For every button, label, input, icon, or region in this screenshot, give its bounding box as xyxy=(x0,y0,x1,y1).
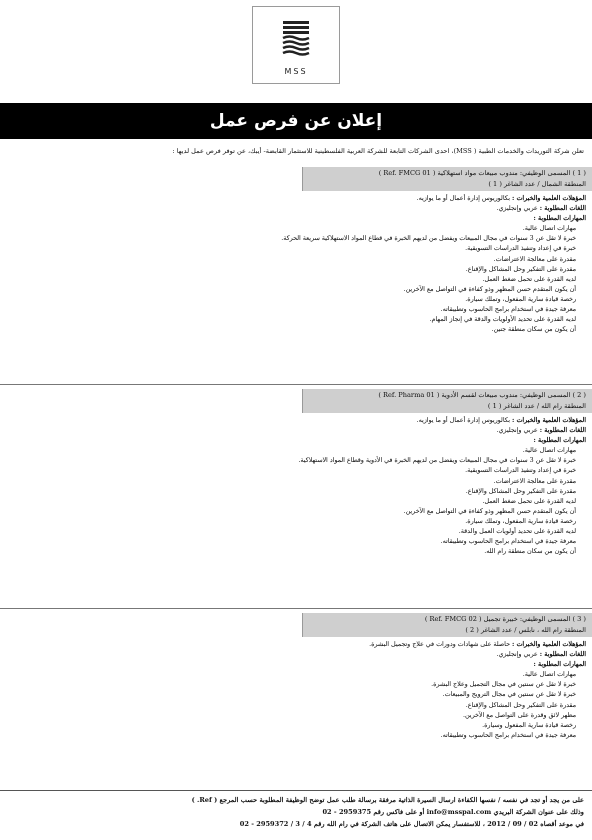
job-3-region: المنطقة رام الله ، نابلس / عدد الشاغر ( 2 ) xyxy=(465,626,586,634)
skill-item: ● مقدرة على التفكير وحل المشاكل والإقناع. xyxy=(26,487,576,497)
job-3-details xyxy=(26,640,586,741)
skill-item: ● معرفة جيدة في استخدام برامج الحاسوب وتطبيقاته. xyxy=(26,731,576,741)
logo-text: MSS xyxy=(284,67,308,76)
skill-item: ● مقدرة على التفكير وحل المشاكل والإقناع. xyxy=(26,265,576,275)
skill-item: ● رخصة قيادة سارية المفعول، وتملك سيارة. xyxy=(26,517,576,527)
job-3-skills-list xyxy=(26,670,586,741)
skill-item: ● مهارات اتصال عالية. xyxy=(26,446,576,456)
waves-icon xyxy=(253,7,339,67)
skill-item: ● لديه القدرة على تحديد أولويات العمل والدقة. xyxy=(26,527,576,537)
application-instructions xyxy=(0,790,592,840)
skill-item: ● خبرة في إعداد وتنفيذ الدراسات التسويقية. xyxy=(26,244,576,254)
job-1-details xyxy=(26,194,586,335)
job-1-skills-label: المهارات المطلوبة : xyxy=(533,215,586,223)
job-2-header xyxy=(302,389,592,413)
skill-item: ● خبرة في إعداد وتنفيذ الدراسات التسويقية. xyxy=(26,466,576,476)
section-divider xyxy=(0,608,592,609)
skill-item: ● مهارات اتصال عالية. xyxy=(26,224,576,234)
job-2-title: ( 2 ) المسمى الوظيفي: مندوب مبيعات لقسم الأدوية ( Ref. Pharma 01 ) xyxy=(378,391,586,399)
skill-item: ● خبرة لا تقل عن سنتين في مجال الترويج والمبيعات. xyxy=(26,690,576,700)
skill-item: ● مهارات اتصال عالية. xyxy=(26,670,576,680)
skill-item: ● مقدرة على التفكير وحل المشاكل والإقناع. xyxy=(26,701,576,711)
job-1-header xyxy=(302,167,592,191)
skill-item: ● أن يكون المتقدم حسن المظهر وذو كفاءة في التواصل مع الآخرين. xyxy=(26,285,576,295)
job-1-region: المنطقة الشمال / عدد الشاغر ( 1 ) xyxy=(488,180,586,188)
skill-item: ● أن يكون من سكان منطقة رام الله. xyxy=(26,547,576,557)
job-2-region: المنطقة رام الله / عدد الشاغر ( 1 ) xyxy=(487,402,586,410)
job-3-qualifications: المؤهلات العلمية والخبرات : حاصلة على شهادات ودورات في علاج وتجميل البشرة. xyxy=(369,641,586,648)
job-3-languages: اللغات المطلوبة : عربي وإنجليزي. xyxy=(496,651,586,659)
job-3-title: ( 3 ) المسمى الوظيفي: خبيرة تجميل ( Ref. FMCG 02 ) xyxy=(424,615,586,623)
section-divider xyxy=(0,384,592,385)
skill-item: ● أن يكون المتقدم حسن المظهر وذو كفاءة في التواصل مع الآخرين. xyxy=(26,507,576,517)
skill-item: ● مقدرة على معالجة الاعتراضات. xyxy=(26,255,576,265)
job-1-qualifications: المؤهلات العلمية والخبرات : بكالوريوس إدارة أعمال أو ما يوازيه. xyxy=(416,195,586,202)
skill-item: ● رخصة قيادة سارية المفعول وسيارة. xyxy=(26,721,576,731)
skill-item: ● لديه القدرة على تحمل ضغط العمل. xyxy=(26,275,576,285)
skill-item: ● معرفة جيدة في استخدام برامج الحاسوب وتطبيقاته. xyxy=(26,305,576,315)
skill-item: ● مقدرة على معالجة الاعتراضات. xyxy=(26,477,576,487)
skill-item: ● أن يكون من سكان منطقة جنين. xyxy=(26,325,576,335)
skill-item: ● لديه القدرة على تحمل ضغط العمل. xyxy=(26,497,576,507)
footer-line-1: على من يجد أو تجد في نفسه / نفسها الكفاءة ارسال السيرة الذاتية مرفقة برسالة طلب عمل توضح الوظيفة المطلوبة حسب المرجع ( Ref. ) xyxy=(191,796,584,804)
job-2-skills-list xyxy=(26,446,586,557)
skill-item: ● مظهر لائق وقدرة على التواصل مع الآخرين. xyxy=(26,711,576,721)
skill-item: ● خبرة لا تقل عن سنتين في مجال التجميل وعلاج البشرة. xyxy=(26,680,576,690)
skill-item: ● معرفة جيدة في استخدام برامج الحاسوب وتطبيقاته. xyxy=(26,537,576,547)
company-logo xyxy=(252,6,340,84)
skill-item: ● لديه القدرة على تحديد الأولويات والدقة في إنجاز المهام. xyxy=(26,315,576,325)
announcement-title: إعلان عن فرص عمل xyxy=(0,103,592,139)
footer-line-2: وذلك على عنوان الشركة البريدي info@msspal.com أو على فاكس رقم 2959375 - 02 xyxy=(322,808,584,816)
job-1-title: ( 1 ) المسمى الوظيفي: مندوب مبيعات مواد استهلاكية ( Ref. FMCG 01 ) xyxy=(378,169,586,177)
job-1-languages: اللغات المطلوبة : عربي وإنجليزي. xyxy=(496,205,586,213)
footer-line-3: في موعد أقصاه 02 / 09 / 2012 ، للاستفسار يمكن الاتصال على هاتف الشركة في رام الله رقم 4 / 3 / 2959372 - 02 xyxy=(239,820,584,828)
skill-item: ● خبرة لا تقل عن 3 سنوات في مجال المبيعات ويفضل من لديهم الخبرة في الأدوية وقطاع المواد الاستهلاكية. xyxy=(26,456,576,466)
job-3-skills-label: المهارات المطلوبة : xyxy=(533,661,586,669)
skill-item: ● رخصة قيادة سارية المفعول، وتملك سيارة. xyxy=(26,295,576,305)
job-2-languages: اللغات المطلوبة : عربي وإنجليزي. xyxy=(496,427,586,435)
job-2-details xyxy=(26,416,586,557)
job-1-skills-list xyxy=(26,224,586,335)
job-2-skills-label: المهارات المطلوبة : xyxy=(533,437,586,445)
intro-text: تعلن شركة التوريدات والخدمات الطبية ( MSS)، احدى الشركات التابعة للشركة العربية الفلسطينية للاستثمار القابضة- أيبك، عن توفر فرص عمل لديها : xyxy=(172,147,584,155)
job-3-header xyxy=(302,613,592,637)
job-2-qualifications: المؤهلات العلمية والخبرات : بكالوريوس إدارة أعمال أو ما يوازيه. xyxy=(416,417,586,424)
skill-item: ● خبرة لا تقل عن 3 سنوات في مجال المبيعات ويفضل من لديهم الخبرة في قطاع المواد الاستهلاكية سريعة الحركة. xyxy=(26,234,576,244)
